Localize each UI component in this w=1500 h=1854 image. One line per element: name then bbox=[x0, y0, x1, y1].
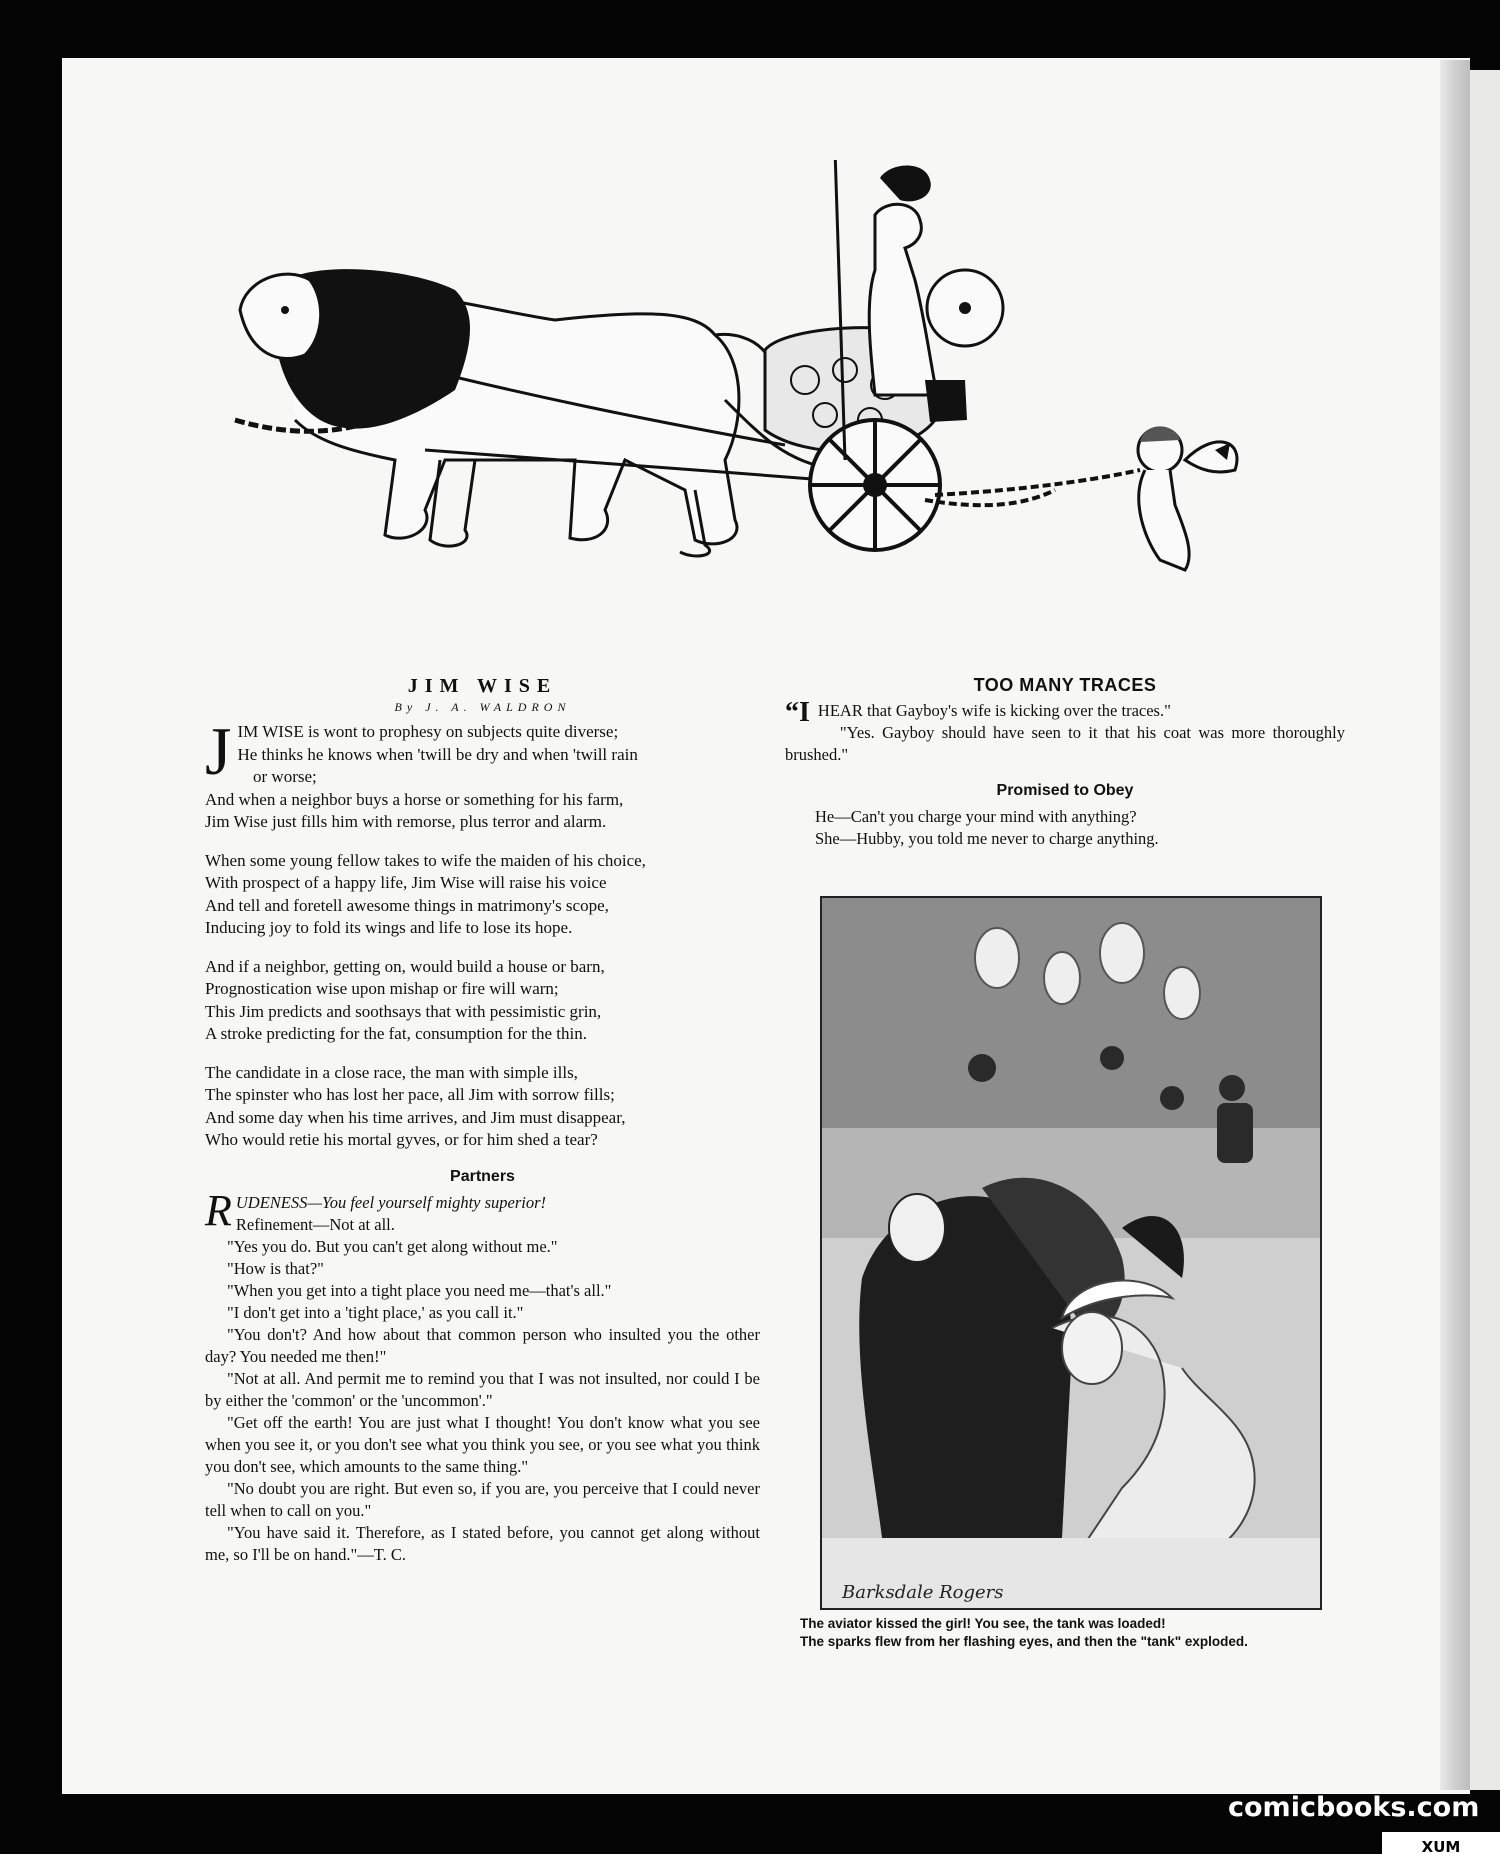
artist-signature: Barksdale Rogers bbox=[842, 1582, 1004, 1603]
partners-text: R UDENESS—You feel yourself mighty superior! Refinement—Not at all. "Yes you do. But you can't get along without me." "How is that?" "When you get into a tight place you need me—that's all." "I don't get into a 'tight place,' as you call it." "You don't? And how about that common person who insulted you the other day? You needed me then!" "Not at all. And permit me to remind you that I was not insulted, nor could I be by either the 'common' or the 'uncommon'." "Get off the earth! You are just what I thought! You don't know what you see when you see it, or you don't see what you think you see, or you see what you think you don't see, which amounts to the same thing." "No doubt you are right. But even so, if you are, you perceive that I could never tell when to call on you." "You have said it. Therefore, as I stated before, you cannot get along without me, so I'll be on hand."—T. C. bbox=[205, 1185, 760, 1564]
partners-heading: Partners bbox=[450, 1167, 515, 1185]
left-column bbox=[205, 675, 760, 1566]
poem-stanza-4: The candidate in a close race, the man with simple ills, The spinster who has lost her pace, all Jim with sorrow fills; And some day when his time arrives, and Jim must disappear, Who would retie his mortal gyves, or for him shed a tear? bbox=[205, 1062, 626, 1149]
poem-title: JIM WISE bbox=[407, 675, 558, 697]
traces-text: “I HEAR that Gayboy's wife is kicking over the traces." "Yes. Gayboy should have seen to it that his coat was more thoroughly brushed." bbox=[785, 697, 1345, 764]
right-column bbox=[785, 675, 1345, 850]
traces-quote-cap: “I bbox=[785, 697, 810, 728]
drop-cap-r: R bbox=[205, 1185, 232, 1235]
drop-cap: J bbox=[205, 713, 232, 789]
traces-heading: TOO MANY TRACES bbox=[973, 675, 1157, 695]
poem-stanza-3: And if a neighbor, getting on, would build a house or barn, Prognostication wise upon mishap or fire will warn; This Jim predicts and soothsays that with pessimistic grin, A stroke predicting for the fat, consumption for the thin. bbox=[205, 956, 605, 1043]
site-watermark: comicbooks.com bbox=[1228, 1792, 1480, 1823]
facing-page-edge bbox=[1470, 70, 1500, 1790]
book-spine bbox=[1440, 60, 1470, 1790]
cartoon-illustration bbox=[820, 896, 1322, 1610]
obey-dialog: He—Can't you charge your mind with anything? She—Hubby, you told me never to charge anything. bbox=[815, 807, 1159, 848]
poem-stanza-2: When some young fellow takes to wife the maiden of his choice, With prospect of a happy life, Jim Wise will raise his voice And tell and foretell awesome things in matrimony's scope, Inducing joy to fold its wings and life to lose its hope. bbox=[205, 850, 646, 937]
corner-tag: XUM bbox=[1382, 1832, 1500, 1854]
poem-byline: By J. A. WALDRON bbox=[394, 700, 571, 714]
cartoon-caption: The aviator kissed the girl! You see, the tank was loaded! The sparks flew from her flashing eyes, and then the "tank" exploded. bbox=[800, 1616, 1248, 1649]
poem-stanza-1: J IM WISE is wont to prophesy on subjects quite diverse; He thinks he knows when 'twill be dry and when 'twill rain or worse; And when a neighbor buys a horse or something for his farm, Jim Wise just fills him with remorse, plus terror and alarm. bbox=[205, 713, 638, 831]
obey-heading: Promised to Obey bbox=[996, 782, 1134, 799]
lion-chariot-illustration bbox=[225, 160, 1295, 660]
